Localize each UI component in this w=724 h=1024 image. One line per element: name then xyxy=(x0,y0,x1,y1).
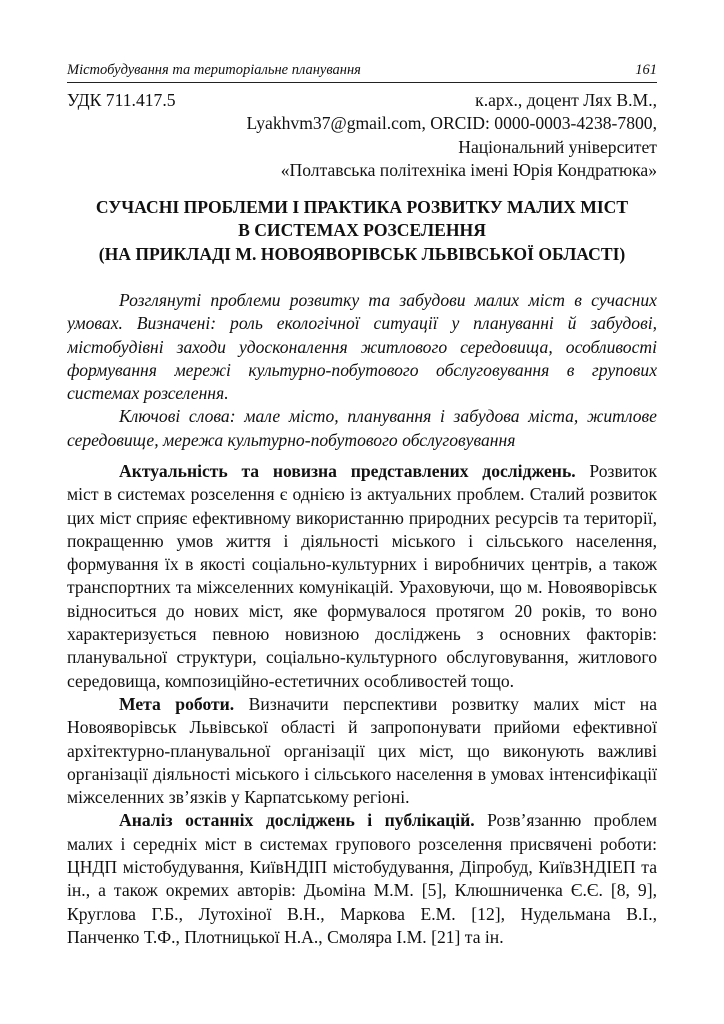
abstract-line: системах розселення. xyxy=(67,383,229,404)
paragraph-line xyxy=(67,693,657,716)
paragraph-line: міст в системах розселення є однією із актуальних проблем. Сталий розвиток xyxy=(67,484,657,505)
paragraph-line: цих міст сприяє ефективному використанню природних ресурсів та території, xyxy=(67,507,657,528)
paragraph-line: ін., а також окремих авторів: Дьоміна М.М. [5], Клюшниченка Є.Є. [8, 9], xyxy=(67,880,657,901)
section-paragraph xyxy=(67,460,657,693)
section-heading: Актуальність та новизна представлених досліджень. xyxy=(119,461,576,481)
paragraph-line: транспортних та міжселенних комунікацій. Ураховуючи, що м. Новояворівськ xyxy=(67,577,657,598)
paragraph-line xyxy=(67,809,657,832)
author-line: к.арх., доцент Лях В.М., xyxy=(475,90,657,110)
author-block xyxy=(67,89,657,182)
paragraph-text: Розв’язанню проблем xyxy=(487,810,657,831)
journal-title: Містобудування та територіальне планування xyxy=(67,62,361,78)
paragraph-line xyxy=(67,460,657,483)
section-paragraph xyxy=(67,809,657,949)
paragraph-line: Панченко Т.Ф., Плотницької Н.А., Смоляра І.М. [21] та ін. xyxy=(67,926,504,947)
author-contact: Lyakhvm37@gmail.com, ORCID: 0000-0003-4238-7800, xyxy=(246,113,657,134)
paragraph-line: Круглова Г.Б., Лутохіної В.Н., Маркова Е.М. [12], Нудельмана В.І., xyxy=(67,903,657,924)
body-text xyxy=(67,460,657,949)
keywords-line: Ключові слова: мале місто, планування і забудова міста, житлове xyxy=(119,406,657,427)
udk-code: УДК 711.417.5 xyxy=(67,90,176,110)
paragraph-line: середовища, композиційно-естетичних особливостей тощо. xyxy=(67,670,515,691)
author-affiliation: Національний університет xyxy=(458,136,657,157)
paragraph-line: покращенню умов життя і діяльності міського і сільського населення, xyxy=(67,530,657,551)
paragraph-text: Визначити перспективи розвитку малих міст на xyxy=(248,693,657,714)
title-line: В СИСТЕМАХ РОЗСЕЛЕННЯ xyxy=(238,220,486,241)
title-line: (НА ПРИКЛАДІ М. НОВОЯВОРІВСЬК ЛЬВІВСЬКОЇ ОБЛАСТІ) xyxy=(98,243,626,264)
paragraph-line: архітектурно-планувальної організації цих міст, що виконують важливі xyxy=(67,740,657,761)
article-title xyxy=(67,196,657,266)
running-header xyxy=(67,60,657,83)
abstract xyxy=(67,289,657,452)
abstract-line: формування мережі культурно-побутового обслуговування в групових xyxy=(67,359,657,380)
section-heading: Аналіз останніх досліджень і публікацій. xyxy=(119,810,475,831)
section-paragraph xyxy=(67,693,657,809)
paragraph-line: організації діяльності міського і сільського населення в умовах інтенсифікації xyxy=(67,763,657,784)
keywords-line: середовище, мережа культурно-побутового обслуговування xyxy=(67,429,516,450)
section-heading: Мета роботи. xyxy=(119,693,235,714)
paragraph-line: міжселенних зв’язків у Карпатському регіоні. xyxy=(67,787,410,808)
page-number: 161 xyxy=(635,62,657,78)
paragraph-line: ЦНДП містобудування, КиївНДІП містобудування, Діпробуд, КиївЗНДІЕП та xyxy=(67,857,657,878)
author-affiliation: «Полтавська політехніка імені Юрія Кондратюка» xyxy=(280,159,657,180)
paragraph-line: планувальної структури, соціально-культурного обслуговування, житлового xyxy=(67,647,657,668)
paragraph-line: характеризується певною новизною досліджень з основних факторів: xyxy=(67,624,657,645)
abstract-line: умовах. Визначені: роль екологічної ситуації у плануванні й забудові, xyxy=(67,313,657,334)
paragraph-line: відноситься до нових міст, яке формувалося протягом 20 років, то воно xyxy=(67,600,657,621)
paragraph-line: малих і середніх міст в системах групового розселення присвячені роботи: xyxy=(67,833,657,854)
paragraph-line: Новояворівськ Львівської області й запропонувати прийоми ефективної xyxy=(67,717,657,738)
paragraph-line: формування їх в якості соціально-культурних і виробничих центрів, а також xyxy=(67,554,657,575)
abstract-line: містобудівні заходи удосконалення житлового середовища, особливості xyxy=(67,336,657,357)
paragraph-text: Розвиток xyxy=(589,461,657,481)
abstract-line: Розглянуті проблеми розвитку та забудови малих міст в сучасних xyxy=(119,290,657,310)
title-line: СУЧАСНІ ПРОБЛЕМИ І ПРАКТИКА РОЗВИТКУ МАЛИХ МІСТ xyxy=(95,197,629,217)
